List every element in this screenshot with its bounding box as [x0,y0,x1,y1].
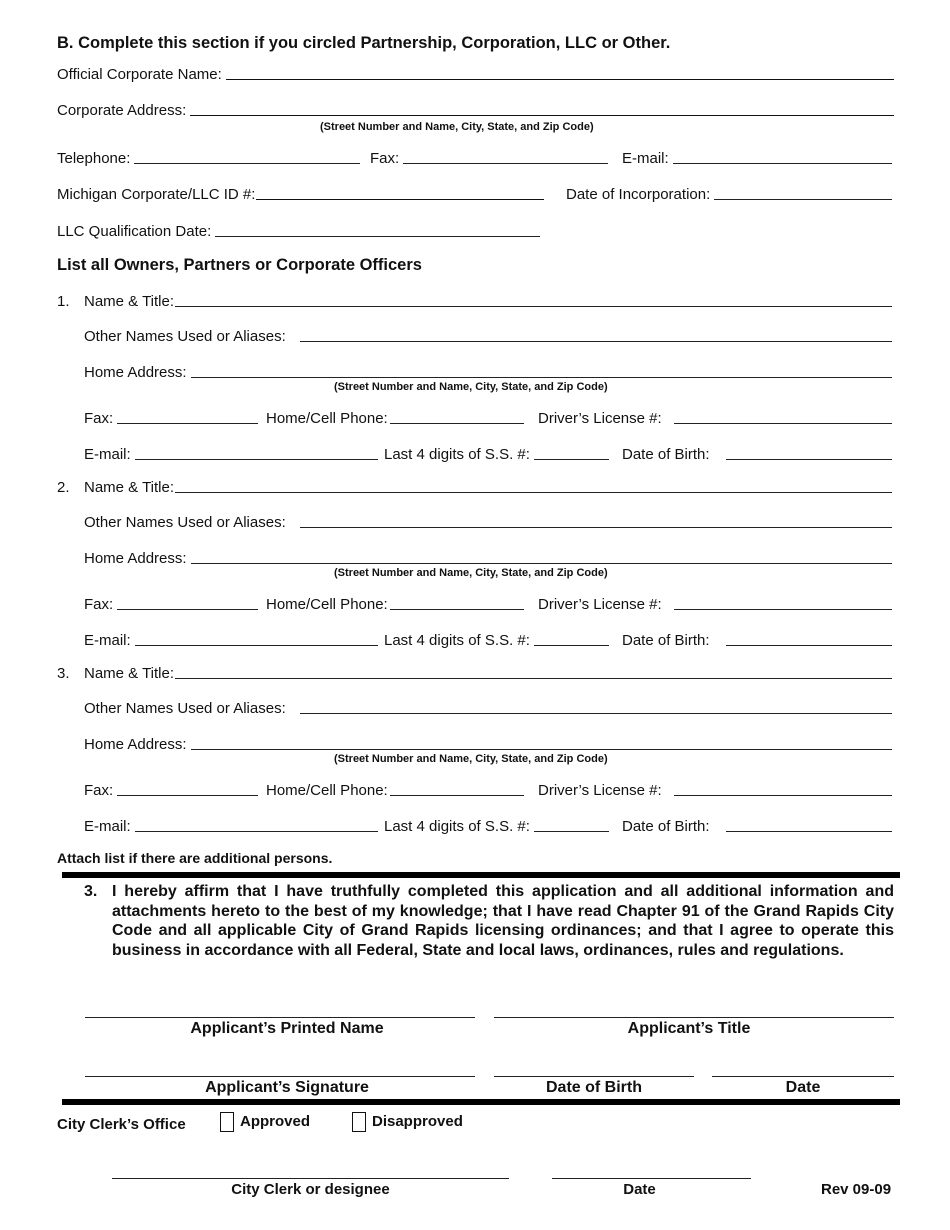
owner-dob-label: Date of Birth: [622,818,710,835]
owner-fax-line[interactable] [117,608,258,610]
owner-address-hint: (Street Number and Name, City, State, and Zip Code) [334,753,608,765]
corporate-name-label: Official Corporate Name: [57,66,222,83]
owner-ssn-field[interactable] [384,818,609,835]
printed-name-line[interactable] [85,1017,475,1018]
owner-number: 1. [57,293,70,310]
printed-name-caption: Applicant’s Printed Name [190,1020,384,1037]
incorporation-date-label: Date of Incorporation: [566,186,711,203]
owner-home-address-line[interactable] [191,748,892,750]
owner-email-line[interactable] [135,830,378,832]
owner-home-address-line[interactable] [191,376,892,378]
owner-drivers-license-label: Driver’s License #: [538,410,662,427]
revision-label: Rev 09-09 [821,1181,892,1198]
owner-ssn-line[interactable] [534,830,609,832]
owner-home-cell-label: Home/Cell Phone: [266,782,388,799]
section-divider-top [62,872,900,878]
incorporation-date-line[interactable] [714,198,892,200]
mi-corp-id-label: Michigan Corporate/LLC ID #: [57,186,256,203]
owner-email-label: E-mail: [84,818,131,835]
owner-drivers-license-field[interactable] [538,596,892,613]
owner-name-title-field[interactable] [84,293,892,310]
owner-home-address-label: Home Address: [84,550,187,567]
owner-email-field[interactable] [84,446,378,463]
applicant-title-caption: Applicant’s Title [627,1020,751,1037]
signature-line[interactable] [85,1076,475,1077]
owner-name-title-label: Name & Title: [84,665,175,682]
owner-name-title-line[interactable] [175,305,892,307]
owner-email-line[interactable] [135,644,378,646]
owner-ssn-field[interactable] [384,446,609,463]
clerk-date-line[interactable] [552,1178,751,1179]
fax-label: Fax: [370,150,400,167]
owner-name-title-field[interactable] [84,665,892,682]
telephone-label: Telephone: [57,150,131,167]
owner-fax-field[interactable] [84,596,258,613]
owner-fax-label: Fax: [84,782,114,799]
clerk-office-label: City Clerk’s Office [57,1116,186,1133]
owner-name-title-label: Name & Title: [84,293,175,310]
owner-email-field[interactable] [84,818,378,835]
email-line[interactable] [673,162,892,164]
fax-line[interactable] [403,162,608,164]
owner-name-title-line[interactable] [175,677,892,679]
owner-home-address-field[interactable] [84,736,892,753]
llc-qualification-date-line[interactable] [215,235,540,237]
owner-drivers-license-line[interactable] [674,794,892,796]
owner-dob-line[interactable] [726,458,892,460]
owner-fax-line[interactable] [117,794,258,796]
signature-caption: Applicant’s Signature [205,1079,369,1096]
owner-aliases-field[interactable] [84,328,892,345]
clerk-date-caption: Date [623,1181,656,1198]
disapproved-option[interactable] [352,1112,463,1132]
owner-dob-field[interactable] [622,818,892,835]
owner-email-field[interactable] [84,632,378,649]
owner-aliases-label: Other Names Used or Aliases: [84,514,286,531]
owner-dob-field[interactable] [622,446,892,463]
owner-aliases-label: Other Names Used or Aliases: [84,328,286,345]
approved-checkbox[interactable] [220,1112,234,1132]
owner-ssn-label: Last 4 digits of S.S. #: [384,632,530,649]
owner-dob-label: Date of Birth: [622,446,710,463]
owner-home-address-field[interactable] [84,364,892,381]
owner-drivers-license-field[interactable] [538,410,892,427]
owner-aliases-label: Other Names Used or Aliases: [84,700,286,717]
owner-home-address-field[interactable] [84,550,892,567]
owner-name-title-line[interactable] [175,491,892,493]
affirmation [84,882,894,960]
affirmation-number: 3. [84,883,98,900]
owner-dob-label: Date of Birth: [622,632,710,649]
owner-name-title-field[interactable] [84,479,892,496]
llc-qualification-date-label: LLC Qualification Date: [57,223,212,240]
owner-ssn-line[interactable] [534,458,609,460]
corporate-address-field[interactable] [57,102,894,119]
owner-dob-line[interactable] [726,644,892,646]
owner-address-hint: (Street Number and Name, City, State, and Zip Code) [334,381,608,393]
owner-home-cell-label: Home/Cell Phone: [266,596,388,613]
fax-field[interactable] [370,150,608,167]
owner-home-cell-line[interactable] [390,422,524,424]
owner-home-cell-label: Home/Cell Phone: [266,410,388,427]
owner-aliases-line[interactable] [300,340,892,342]
telephone-line[interactable] [134,162,360,164]
owner-address-hint: (Street Number and Name, City, State, and Zip Code) [334,567,608,579]
attach-note: Attach list if there are additional persons. [57,850,333,866]
owner-home-cell-field[interactable] [266,782,524,799]
corporate-address-hint: (Street Number and Name, City, State, and Zip Code) [320,121,594,133]
clerk-designee-line[interactable] [112,1178,509,1179]
owner-ssn-label: Last 4 digits of S.S. #: [384,818,530,835]
owner-aliases-field[interactable] [84,514,892,531]
owner-drivers-license-label: Driver’s License #: [538,782,662,799]
owner-drivers-license-line[interactable] [674,422,892,424]
email-field[interactable] [622,150,892,167]
owner-aliases-line[interactable] [300,526,892,528]
section-divider-bottom [62,1099,900,1105]
owner-number: 3. [57,665,70,682]
owner-fax-field[interactable] [84,782,258,799]
owner-aliases-line[interactable] [300,712,892,714]
owner-email-label: E-mail: [84,632,131,649]
affirmation-text: I hereby affirm that I have truthfully completed this application and all additional information and attachments hereto to the best of my knowledge; that I have read Chapter 91 of the Grand Rapids City Code and all applicable City of Grand Rapids licensing ordinances; and that I agree to operate this business in accordance with all Federal, State and local laws, ordinances, rules and regulations. [112,883,894,959]
owner-home-address-line[interactable] [191,562,892,564]
clerk-designee-caption: City Clerk or designee [231,1181,390,1198]
disapproved-checkbox[interactable] [352,1112,366,1132]
owner-drivers-license-label: Driver’s License #: [538,596,662,613]
owner-fax-label: Fax: [84,410,114,427]
mi-corp-id-field[interactable] [57,186,544,203]
owner-name-title-label: Name & Title: [84,479,175,496]
owner-number: 2. [57,479,70,496]
disapproved-label: Disapproved [372,1112,463,1130]
owners-heading: List all Owners, Partners or Corporate Officers [57,256,422,274]
applicant-date-caption: Date [785,1079,821,1096]
section-title: B. Complete this section if you circled Partnership, Corporation, LLC or Other. [57,34,671,52]
approved-label: Approved [240,1112,311,1130]
owner-home-cell-field[interactable] [266,410,524,427]
owner-home-cell-line[interactable] [390,794,524,796]
applicant-date-line[interactable] [712,1076,894,1077]
corporate-name-field[interactable] [57,66,894,83]
approved-option[interactable] [220,1112,310,1132]
mi-corp-id-line[interactable] [256,198,544,200]
owner-drivers-license-field[interactable] [538,782,892,799]
applicant-title-line[interactable] [494,1017,894,1018]
applicant-dob-caption: Date of Birth [546,1079,642,1096]
incorporation-date-field[interactable] [566,186,892,203]
email-label: E-mail: [622,150,669,167]
owner-dob-line[interactable] [726,830,892,832]
owner-home-address-label: Home Address: [84,736,187,753]
corporate-address-line[interactable] [190,114,894,116]
owner-ssn-label: Last 4 digits of S.S. #: [384,446,530,463]
corporate-address-label: Corporate Address: [57,102,187,119]
owner-aliases-field[interactable] [84,700,892,717]
owner-home-cell-field[interactable] [266,596,524,613]
owner-ssn-field[interactable] [384,632,609,649]
applicant-dob-line[interactable] [494,1076,694,1077]
owner-fax-label: Fax: [84,596,114,613]
owner-home-address-label: Home Address: [84,364,187,381]
llc-qualification-date-field[interactable] [57,223,540,240]
telephone-field[interactable] [57,150,360,167]
owner-ssn-line[interactable] [534,644,609,646]
owner-email-label: E-mail: [84,446,131,463]
owner-fax-field[interactable] [84,410,258,427]
owner-home-cell-line[interactable] [390,608,524,610]
owner-email-line[interactable] [135,458,378,460]
owner-drivers-license-line[interactable] [674,608,892,610]
corporate-name-line[interactable] [226,78,894,80]
owner-dob-field[interactable] [622,632,892,649]
owner-fax-line[interactable] [117,422,258,424]
